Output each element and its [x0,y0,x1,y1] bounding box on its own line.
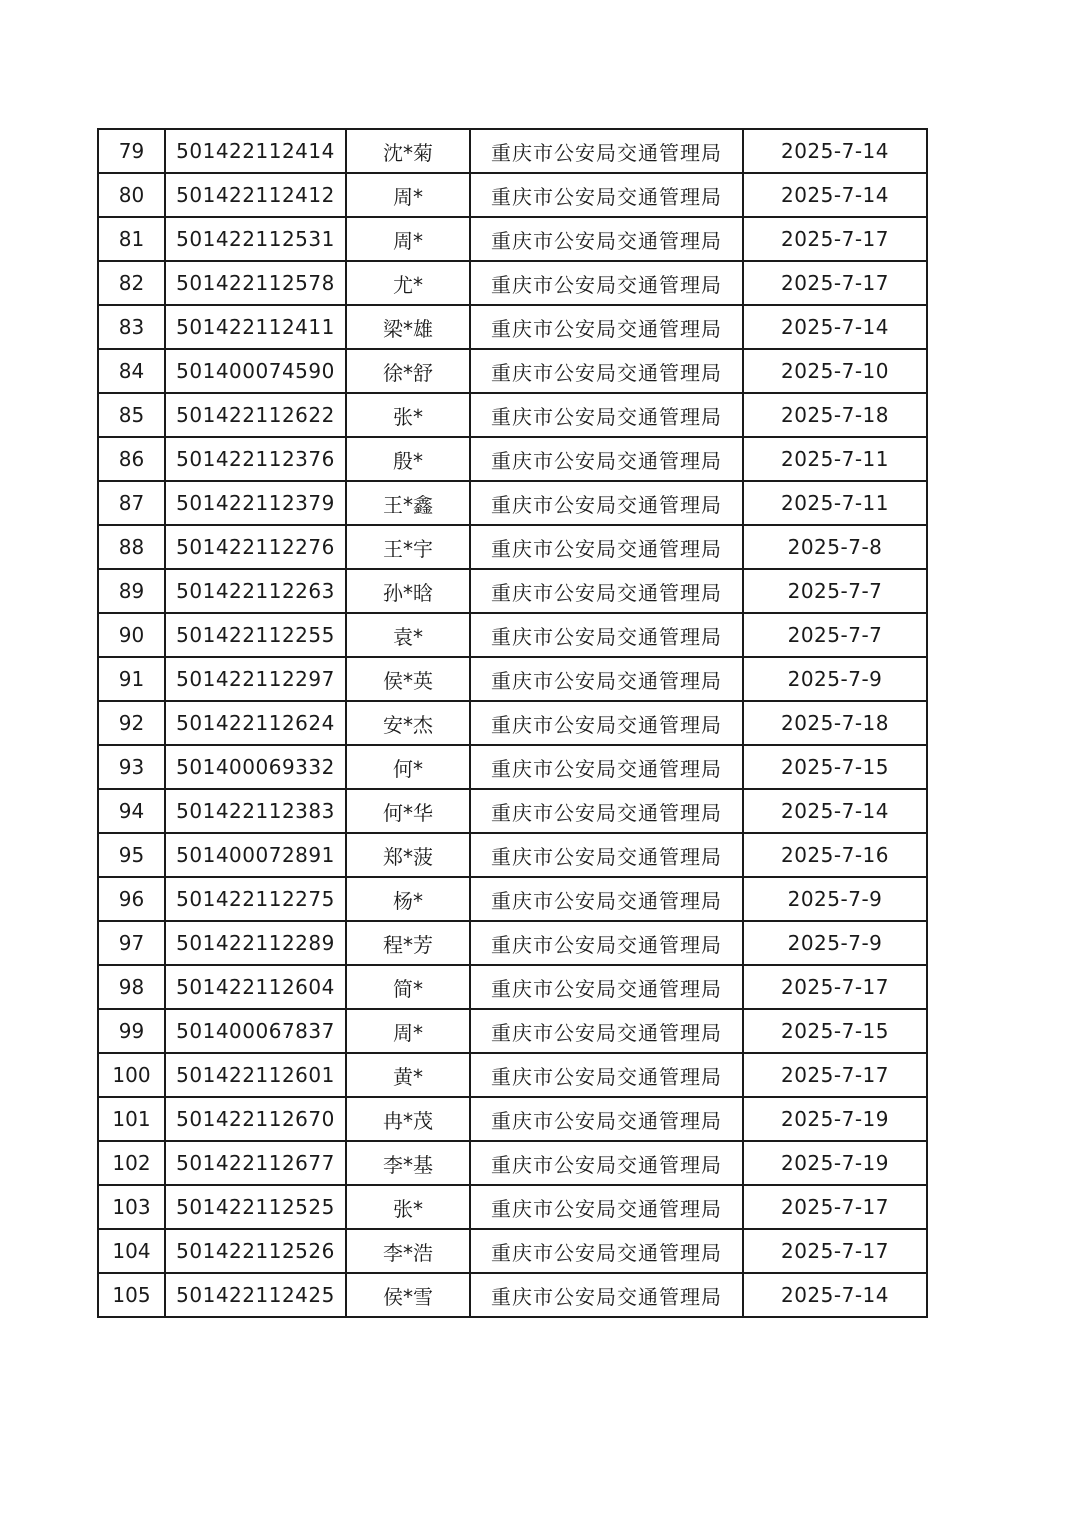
table-row [98,349,927,393]
table-row [98,877,927,921]
cell-person-name: 李*浩 [346,1229,470,1273]
cell-authority: 重庆市公安局交通管理局 [470,1009,743,1053]
cell-date: 2025-7-14 [743,129,927,173]
cell-authority: 重庆市公安局交通管理局 [470,701,743,745]
cell-authority: 重庆市公安局交通管理局 [470,481,743,525]
cell-record-id: 501422112624 [165,701,346,745]
cell-person-name: 袁* [346,613,470,657]
cell-authority: 重庆市公安局交通管理局 [470,1141,743,1185]
cell-sequence-number: 105 [98,1273,165,1317]
cell-record-id: 501422112601 [165,1053,346,1097]
cell-sequence-number: 79 [98,129,165,173]
table-row [98,261,927,305]
cell-sequence-number: 81 [98,217,165,261]
cell-record-id: 501422112289 [165,921,346,965]
table-row [98,1273,927,1317]
table-row [98,393,927,437]
cell-sequence-number: 86 [98,437,165,481]
cell-date: 2025-7-16 [743,833,927,877]
cell-record-id: 501422112578 [165,261,346,305]
cell-date: 2025-7-17 [743,217,927,261]
cell-authority: 重庆市公安局交通管理局 [470,1097,743,1141]
table-row [98,921,927,965]
cell-date: 2025-7-15 [743,745,927,789]
cell-date: 2025-7-18 [743,701,927,745]
cell-date: 2025-7-17 [743,261,927,305]
cell-date: 2025-7-10 [743,349,927,393]
cell-person-name: 张* [346,1185,470,1229]
cell-person-name: 侯*雪 [346,1273,470,1317]
cell-date: 2025-7-14 [743,173,927,217]
table-row [98,1141,927,1185]
cell-person-name: 简* [346,965,470,1009]
cell-record-id: 501422112263 [165,569,346,613]
cell-record-id: 501422112526 [165,1229,346,1273]
cell-sequence-number: 91 [98,657,165,701]
cell-person-name: 孙*晗 [346,569,470,613]
cell-date: 2025-7-17 [743,1053,927,1097]
cell-authority: 重庆市公安局交通管理局 [470,1053,743,1097]
cell-sequence-number: 102 [98,1141,165,1185]
cell-sequence-number: 85 [98,393,165,437]
cell-authority: 重庆市公安局交通管理局 [470,129,743,173]
cell-record-id: 501422112622 [165,393,346,437]
cell-person-name: 徐*舒 [346,349,470,393]
cell-person-name: 王*鑫 [346,481,470,525]
cell-record-id: 501422112677 [165,1141,346,1185]
cell-authority: 重庆市公安局交通管理局 [470,437,743,481]
cell-date: 2025-7-15 [743,1009,927,1053]
cell-sequence-number: 82 [98,261,165,305]
cell-date: 2025-7-19 [743,1097,927,1141]
cell-authority: 重庆市公安局交通管理局 [470,569,743,613]
table-row [98,569,927,613]
cell-person-name: 尤* [346,261,470,305]
cell-authority: 重庆市公安局交通管理局 [470,877,743,921]
table-row [98,745,927,789]
cell-sequence-number: 103 [98,1185,165,1229]
cell-sequence-number: 94 [98,789,165,833]
table-row [98,833,927,877]
cell-record-id: 501400067837 [165,1009,346,1053]
table-row [98,1053,927,1097]
cell-person-name: 周* [346,217,470,261]
cell-record-id: 501422112531 [165,217,346,261]
table-row [98,1097,927,1141]
cell-person-name: 杨* [346,877,470,921]
cell-person-name: 何* [346,745,470,789]
cell-person-name: 张* [346,393,470,437]
cell-person-name: 郑*菠 [346,833,470,877]
cell-person-name: 李*基 [346,1141,470,1185]
cell-sequence-number: 87 [98,481,165,525]
cell-authority: 重庆市公安局交通管理局 [470,1229,743,1273]
cell-date: 2025-7-18 [743,393,927,437]
cell-date: 2025-7-14 [743,1273,927,1317]
table-row [98,305,927,349]
cell-authority: 重庆市公安局交通管理局 [470,965,743,1009]
cell-authority: 重庆市公安局交通管理局 [470,217,743,261]
cell-authority: 重庆市公安局交通管理局 [470,261,743,305]
table-row [98,1185,927,1229]
cell-date: 2025-7-9 [743,921,927,965]
cell-authority: 重庆市公安局交通管理局 [470,789,743,833]
cell-date: 2025-7-19 [743,1141,927,1185]
cell-authority: 重庆市公安局交通管理局 [470,613,743,657]
cell-record-id: 501422112383 [165,789,346,833]
cell-authority: 重庆市公安局交通管理局 [470,1273,743,1317]
table-row [98,129,927,173]
cell-record-id: 501422112379 [165,481,346,525]
cell-date: 2025-7-14 [743,305,927,349]
cell-person-name: 周* [346,1009,470,1053]
cell-sequence-number: 88 [98,525,165,569]
cell-sequence-number: 104 [98,1229,165,1273]
table-row [98,1229,927,1273]
cell-date: 2025-7-7 [743,569,927,613]
cell-record-id: 501400074590 [165,349,346,393]
cell-person-name: 何*华 [346,789,470,833]
cell-date: 2025-7-8 [743,525,927,569]
cell-date: 2025-7-9 [743,877,927,921]
cell-record-id: 501422112425 [165,1273,346,1317]
cell-sequence-number: 101 [98,1097,165,1141]
cell-date: 2025-7-17 [743,1185,927,1229]
cell-person-name: 周* [346,173,470,217]
cell-date: 2025-7-11 [743,437,927,481]
table-row [98,481,927,525]
cell-sequence-number: 93 [98,745,165,789]
cell-authority: 重庆市公安局交通管理局 [470,833,743,877]
cell-person-name: 安*杰 [346,701,470,745]
cell-record-id: 501422112412 [165,173,346,217]
cell-record-id: 501422112255 [165,613,346,657]
cell-authority: 重庆市公安局交通管理局 [470,745,743,789]
table-row [98,437,927,481]
cell-date: 2025-7-7 [743,613,927,657]
cell-sequence-number: 89 [98,569,165,613]
cell-authority: 重庆市公安局交通管理局 [470,921,743,965]
cell-person-name: 王*宇 [346,525,470,569]
table-row [98,965,927,1009]
cell-sequence-number: 84 [98,349,165,393]
cell-sequence-number: 98 [98,965,165,1009]
cell-person-name: 黄* [346,1053,470,1097]
cell-sequence-number: 99 [98,1009,165,1053]
cell-sequence-number: 100 [98,1053,165,1097]
cell-record-id: 501422112414 [165,129,346,173]
cell-sequence-number: 97 [98,921,165,965]
cell-sequence-number: 90 [98,613,165,657]
cell-authority: 重庆市公安局交通管理局 [470,173,743,217]
cell-record-id: 501422112525 [165,1185,346,1229]
cell-authority: 重庆市公安局交通管理局 [470,349,743,393]
table-row [98,613,927,657]
cell-record-id: 501400072891 [165,833,346,877]
cell-authority: 重庆市公安局交通管理局 [470,305,743,349]
cell-authority: 重庆市公安局交通管理局 [470,525,743,569]
cell-record-id: 501422112411 [165,305,346,349]
table-row [98,1009,927,1053]
cell-record-id: 501400069332 [165,745,346,789]
table-row [98,701,927,745]
cell-person-name: 程*芳 [346,921,470,965]
cell-date: 2025-7-11 [743,481,927,525]
cell-date: 2025-7-17 [743,1229,927,1273]
cell-record-id: 501422112670 [165,1097,346,1141]
cell-record-id: 501422112604 [165,965,346,1009]
cell-person-name: 冉*茂 [346,1097,470,1141]
cell-sequence-number: 96 [98,877,165,921]
cell-sequence-number: 83 [98,305,165,349]
cell-authority: 重庆市公安局交通管理局 [470,1185,743,1229]
cell-person-name: 殷* [346,437,470,481]
cell-authority: 重庆市公安局交通管理局 [470,657,743,701]
cell-date: 2025-7-17 [743,965,927,1009]
cell-person-name: 侯*英 [346,657,470,701]
cell-person-name: 沈*菊 [346,129,470,173]
cell-record-id: 501422112297 [165,657,346,701]
cell-person-name: 梁*雄 [346,305,470,349]
roster-table-body [98,129,927,1317]
table-row [98,173,927,217]
table-row [98,789,927,833]
roster-table [97,128,928,1318]
table-row [98,217,927,261]
cell-sequence-number: 95 [98,833,165,877]
cell-sequence-number: 80 [98,173,165,217]
cell-sequence-number: 92 [98,701,165,745]
cell-date: 2025-7-14 [743,789,927,833]
table-row [98,525,927,569]
table-row [98,657,927,701]
cell-date: 2025-7-9 [743,657,927,701]
cell-authority: 重庆市公安局交通管理局 [470,393,743,437]
cell-record-id: 501422112376 [165,437,346,481]
cell-record-id: 501422112276 [165,525,346,569]
cell-record-id: 501422112275 [165,877,346,921]
